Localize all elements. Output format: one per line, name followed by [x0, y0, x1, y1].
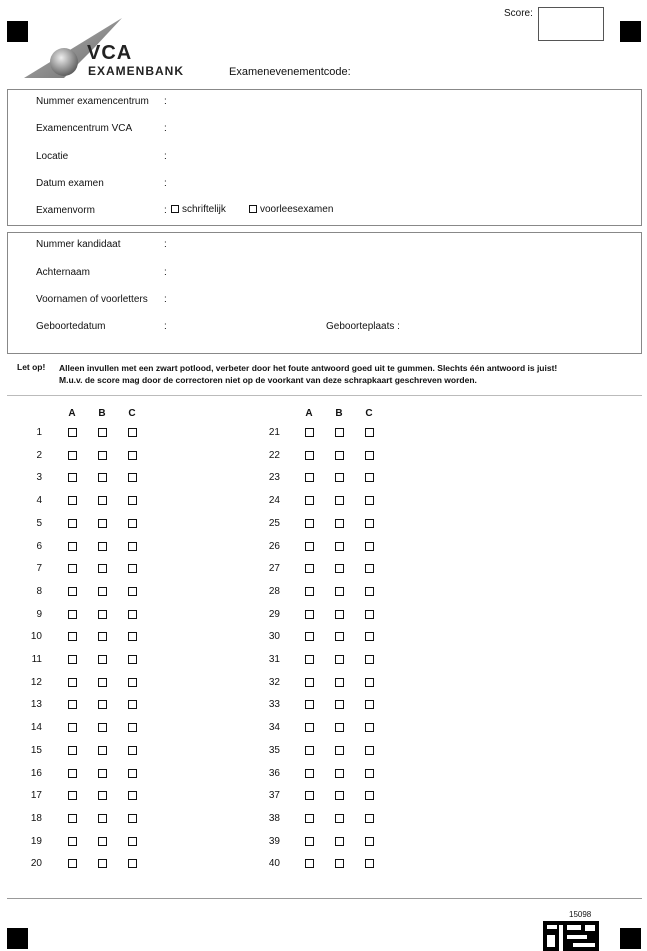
answer-checkbox-b[interactable]: [98, 837, 107, 846]
question-number: 17: [30, 790, 42, 801]
answer-checkbox-c[interactable]: [365, 700, 374, 709]
serial-number: 15098: [569, 910, 592, 919]
field-label: Examenvorm: [36, 205, 95, 216]
answer-checkbox-c[interactable]: [365, 451, 374, 460]
answer-checkbox-c[interactable]: [365, 610, 374, 619]
answer-checkbox-a[interactable]: [305, 791, 314, 800]
answer-checkbox-c[interactable]: [128, 610, 137, 619]
answer-checkbox-b[interactable]: [335, 451, 344, 460]
field-colon: :: [164, 239, 167, 250]
question-number: 26: [268, 541, 280, 552]
column-header-a: A: [305, 408, 313, 419]
field-colon: :: [164, 96, 167, 107]
answer-checkbox-b[interactable]: [98, 542, 107, 551]
question-number: 5: [36, 518, 42, 529]
question-number: 27: [268, 563, 280, 574]
answer-checkbox-a[interactable]: [305, 473, 314, 482]
answer-checkbox-a[interactable]: [305, 769, 314, 778]
answer-checkbox-c[interactable]: [365, 678, 374, 687]
question-number: 38: [268, 813, 280, 824]
answer-checkbox-b[interactable]: [335, 814, 344, 823]
divider: [7, 395, 642, 396]
option-label: schriftelijk: [182, 204, 226, 215]
question-number: 25: [268, 518, 280, 529]
answer-checkbox-c[interactable]: [365, 859, 374, 868]
answer-checkbox-a[interactable]: [305, 587, 314, 596]
answer-checkbox-b[interactable]: [335, 473, 344, 482]
answer-checkbox-c[interactable]: [128, 496, 137, 505]
event-code-label: Examenevenementcode:: [229, 66, 351, 78]
score-label: Score:: [504, 8, 533, 19]
question-number: 29: [268, 609, 280, 620]
answer-checkbox-c[interactable]: [365, 632, 374, 641]
answer-checkbox-b[interactable]: [335, 610, 344, 619]
answer-checkbox-c[interactable]: [365, 542, 374, 551]
answer-checkbox-a[interactable]: [305, 610, 314, 619]
answer-checkbox-a[interactable]: [68, 451, 77, 460]
answer-checkbox-c[interactable]: [128, 542, 137, 551]
field-label: Geboortedatum: [36, 321, 106, 332]
answer-checkbox-b[interactable]: [98, 791, 107, 800]
field-label: Nummer kandidaat: [36, 239, 121, 250]
question-number: 19: [30, 836, 42, 847]
answer-checkbox-c[interactable]: [365, 655, 374, 664]
field-label: Achternaam: [36, 267, 90, 278]
option-read-aloud[interactable]: [249, 204, 333, 215]
answer-checkbox-c[interactable]: [128, 655, 137, 664]
candidate-info-panel: [7, 232, 642, 354]
answer-checkbox-a[interactable]: [305, 496, 314, 505]
question-number: 30: [268, 631, 280, 642]
answer-checkbox-c[interactable]: [128, 859, 137, 868]
registration-mark-bottom-left: [7, 928, 28, 949]
answer-checkbox-b[interactable]: [98, 519, 107, 528]
question-number: 14: [30, 722, 42, 733]
field-label: Examencentrum VCA: [36, 123, 133, 134]
question-number: 36: [268, 768, 280, 779]
option-label: voorleesexamen: [260, 204, 334, 215]
answer-checkbox-b[interactable]: [98, 451, 107, 460]
column-header-c: C: [128, 408, 136, 419]
answer-checkbox-b[interactable]: [98, 587, 107, 596]
answer-checkbox-c[interactable]: [128, 587, 137, 596]
answer-checkbox-b[interactable]: [335, 837, 344, 846]
score-input[interactable]: [538, 7, 604, 41]
answer-checkbox-b[interactable]: [98, 428, 107, 437]
question-number: 32: [268, 677, 280, 688]
field-colon: :: [164, 294, 167, 305]
notice-label: Let op!: [17, 362, 46, 372]
answer-checkbox-b[interactable]: [335, 632, 344, 641]
answer-checkbox-a[interactable]: [68, 519, 77, 528]
registration-mark-top-right: [620, 21, 641, 42]
answer-checkbox-c[interactable]: [128, 678, 137, 687]
answer-checkbox-c[interactable]: [128, 723, 137, 732]
answer-checkbox-b[interactable]: [335, 678, 344, 687]
question-number: 13: [30, 699, 42, 710]
question-number: 37: [268, 790, 280, 801]
column-header-a: A: [68, 408, 76, 419]
answer-checkbox-c[interactable]: [128, 428, 137, 437]
field-label: Nummer examencentrum: [36, 96, 149, 107]
answer-checkbox-c[interactable]: [128, 451, 137, 460]
answer-checkbox-c[interactable]: [365, 746, 374, 755]
answer-checkbox-b[interactable]: [335, 655, 344, 664]
answer-checkbox-c[interactable]: [128, 564, 137, 573]
column-header-b: B: [335, 408, 343, 419]
answer-checkbox-a[interactable]: [68, 587, 77, 596]
answer-checkbox-a[interactable]: [68, 723, 77, 732]
question-number: 20: [30, 858, 42, 869]
answer-checkbox-a[interactable]: [305, 428, 314, 437]
answer-checkbox-a[interactable]: [305, 746, 314, 755]
question-number: 23: [268, 472, 280, 483]
answer-checkbox-c[interactable]: [365, 564, 374, 573]
registration-mark-bottom-right: [620, 928, 641, 949]
question-number: 12: [30, 677, 42, 688]
answer-checkbox-a[interactable]: [305, 859, 314, 868]
answer-checkbox-c[interactable]: [365, 473, 374, 482]
answer-checkbox-b[interactable]: [335, 859, 344, 868]
field-label: Locatie: [36, 151, 69, 162]
answer-checkbox-b[interactable]: [335, 700, 344, 709]
notice-line-2: M.u.v. de score mag door de correctoren niet op de voorkant van deze schrapkaart geschreven worden.: [59, 375, 477, 385]
answer-checkbox-b[interactable]: [335, 769, 344, 778]
answer-checkbox-b[interactable]: [335, 587, 344, 596]
answer-checkbox-b[interactable]: [98, 564, 107, 573]
answer-checkbox-a[interactable]: [68, 655, 77, 664]
question-number: 33: [268, 699, 280, 710]
answer-checkbox-c[interactable]: [365, 791, 374, 800]
answer-checkbox-a[interactable]: [305, 837, 314, 846]
option-written[interactable]: [171, 204, 226, 215]
answer-checkbox-c[interactable]: [128, 769, 137, 778]
answer-checkbox-a[interactable]: [305, 451, 314, 460]
question-number: 39: [268, 836, 280, 847]
answer-checkbox-c[interactable]: [128, 791, 137, 800]
question-number: 24: [268, 495, 280, 506]
answer-checkbox-b[interactable]: [335, 791, 344, 800]
answer-checkbox-a[interactable]: [305, 655, 314, 664]
checkbox-written[interactable]: [171, 205, 179, 213]
answer-checkbox-b[interactable]: [98, 655, 107, 664]
answer-checkbox-b[interactable]: [98, 496, 107, 505]
column-header-b: B: [98, 408, 106, 419]
answer-checkbox-b[interactable]: [335, 496, 344, 505]
logo-text-examenbank: EXAMENBANK: [88, 64, 185, 78]
field-colon: :: [164, 123, 167, 134]
notice-text: [59, 362, 639, 386]
question-number: 34: [268, 722, 280, 733]
answer-checkbox-a[interactable]: [68, 496, 77, 505]
question-number: 35: [268, 745, 280, 756]
question-number: 18: [30, 813, 42, 824]
answer-checkbox-a[interactable]: [305, 519, 314, 528]
answer-checkbox-b[interactable]: [98, 700, 107, 709]
field-colon: :: [164, 151, 167, 162]
question-number: 2: [36, 450, 42, 461]
field-colon: :: [164, 321, 167, 332]
question-number: 1: [36, 427, 42, 438]
answer-checkbox-b[interactable]: [98, 746, 107, 755]
answer-checkbox-a[interactable]: [68, 564, 77, 573]
question-number: 9: [36, 609, 42, 620]
answer-checkbox-a[interactable]: [68, 746, 77, 755]
answer-checkbox-b[interactable]: [98, 632, 107, 641]
answer-checkbox-b[interactable]: [335, 723, 344, 732]
question-number: 21: [268, 427, 280, 438]
answer-checkbox-a[interactable]: [68, 632, 77, 641]
field-label: Datum examen: [36, 178, 104, 189]
answer-checkbox-c[interactable]: [365, 587, 374, 596]
answer-checkbox-c[interactable]: [365, 814, 374, 823]
question-number: 6: [36, 541, 42, 552]
answer-checkbox-c[interactable]: [128, 700, 137, 709]
field-colon: :: [164, 205, 167, 216]
question-number: 10: [30, 631, 42, 642]
answer-checkbox-a[interactable]: [305, 564, 314, 573]
answer-checkbox-c[interactable]: [128, 814, 137, 823]
answer-checkbox-b[interactable]: [98, 678, 107, 687]
question-number: 8: [36, 586, 42, 597]
answer-checkbox-b[interactable]: [335, 428, 344, 437]
divider: [7, 898, 642, 899]
notice-line-1: Alleen invullen met een zwart potlood, verbeter door het foute antwoord goed uit te gummen. Slechts één antwoord is juist!: [59, 363, 558, 373]
answer-checkbox-a[interactable]: [68, 859, 77, 868]
answer-checkbox-a[interactable]: [305, 814, 314, 823]
answer-checkbox-a[interactable]: [68, 610, 77, 619]
question-number: 7: [36, 563, 42, 574]
answer-checkbox-c[interactable]: [128, 519, 137, 528]
answer-checkbox-a[interactable]: [68, 769, 77, 778]
answer-checkbox-b[interactable]: [335, 542, 344, 551]
answer-checkbox-b[interactable]: [98, 769, 107, 778]
birthplace-label: Geboorteplaats :: [326, 321, 400, 332]
answer-checkbox-a[interactable]: [305, 542, 314, 551]
answer-checkbox-c[interactable]: [128, 473, 137, 482]
checkbox-read-aloud[interactable]: [249, 205, 257, 213]
answer-checkbox-a[interactable]: [68, 837, 77, 846]
answer-checkbox-a[interactable]: [305, 723, 314, 732]
question-number: 11: [31, 654, 42, 665]
answer-checkbox-a[interactable]: [68, 814, 77, 823]
answer-checkbox-b[interactable]: [335, 519, 344, 528]
question-number: 4: [36, 495, 42, 506]
answer-checkbox-a[interactable]: [68, 473, 77, 482]
answer-checkbox-b[interactable]: [98, 859, 107, 868]
answer-checkbox-c[interactable]: [128, 746, 137, 755]
answer-checkbox-c[interactable]: [128, 632, 137, 641]
answer-checkbox-b[interactable]: [98, 814, 107, 823]
column-header-c: C: [365, 408, 373, 419]
answer-checkbox-a[interactable]: [68, 428, 77, 437]
answer-checkbox-b[interactable]: [98, 610, 107, 619]
question-number: 28: [268, 586, 280, 597]
question-number: 15: [30, 745, 42, 756]
answer-checkbox-a[interactable]: [68, 791, 77, 800]
answer-checkbox-a[interactable]: [305, 700, 314, 709]
answer-checkbox-c[interactable]: [365, 519, 374, 528]
logo-text-vca: VCA: [87, 42, 133, 64]
answer-checkbox-c[interactable]: [365, 428, 374, 437]
answer-checkbox-c[interactable]: [365, 723, 374, 732]
question-number: 3: [36, 472, 42, 483]
answer-checkbox-c[interactable]: [365, 769, 374, 778]
answer-checkbox-a[interactable]: [305, 632, 314, 641]
answer-checkbox-b[interactable]: [98, 723, 107, 732]
answer-checkbox-a[interactable]: [68, 542, 77, 551]
answer-checkbox-b[interactable]: [335, 746, 344, 755]
answer-checkbox-c[interactable]: [365, 837, 374, 846]
answer-checkbox-c[interactable]: [365, 496, 374, 505]
question-number: 31: [268, 654, 280, 665]
answer-checkbox-a[interactable]: [305, 678, 314, 687]
field-colon: :: [164, 178, 167, 189]
answer-checkbox-a[interactable]: [68, 678, 77, 687]
question-number: 22: [268, 450, 280, 461]
barcode-icon: [543, 921, 599, 951]
question-number: 16: [30, 768, 42, 779]
answer-checkbox-c[interactable]: [128, 837, 137, 846]
answer-checkbox-b[interactable]: [335, 564, 344, 573]
answer-checkbox-a[interactable]: [68, 700, 77, 709]
field-colon: :: [164, 267, 167, 278]
answer-checkbox-b[interactable]: [98, 473, 107, 482]
question-number: 40: [268, 858, 280, 869]
field-label: Voornamen of voorletters: [36, 294, 148, 305]
